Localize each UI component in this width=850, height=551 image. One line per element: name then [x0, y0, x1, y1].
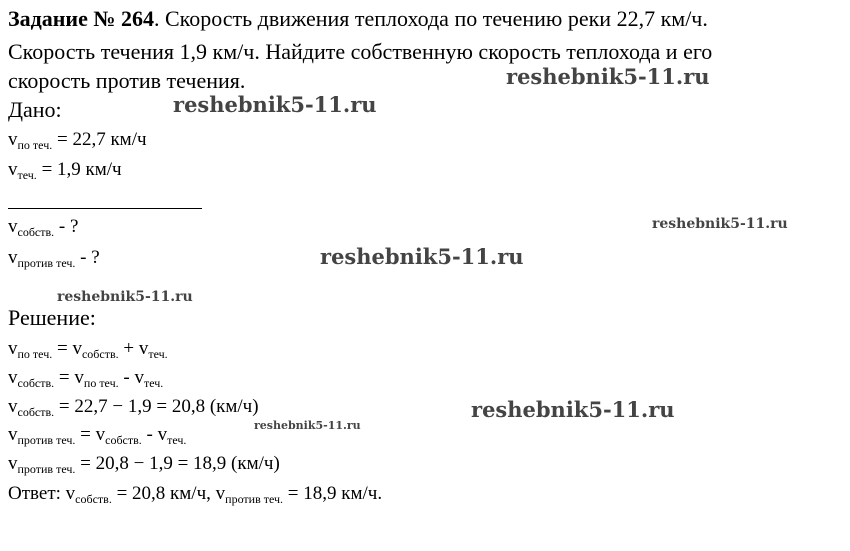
given-row-2: $v_{теч.} = 1,9$ км/ч [8, 159, 122, 182]
watermark: reshebnik5-11.ru [173, 92, 377, 117]
task-line-2: Скорость течения 1,9 км/ч. Найдите собственную скорость теплохода и его [8, 39, 713, 64]
solution-eq-4: $v_{против теч.} = v_{собств.} - v_{теч.}$ [8, 424, 187, 447]
task-label: Задание № 264 [8, 6, 154, 31]
solution-heading: Решение: [8, 305, 96, 330]
watermark: reshebnik5-11.ru [471, 397, 675, 422]
solution-eq-1: $v_{по теч.} = v_{собств.} + v_{теч.}$ [8, 338, 168, 361]
answer-label: Ответ: [8, 483, 66, 504]
task-line-1 [8, 8, 708, 30]
given-heading: Дано: [8, 97, 62, 122]
answer-line: Ответ: $v_{собств.} = 20,8$ км/ч, $v_{против теч.} = 18,9$ км/ч. [8, 483, 383, 506]
given-row-1: $v_{по теч.} = 22,7$ км/ч [8, 129, 147, 152]
solution-eq-5: $v_{против теч.} = 20,8 - 1,9 = 18,9$ (км/ч) [8, 453, 280, 476]
task-line-3: скорость против течения. [8, 68, 246, 93]
watermark: reshebnik5-11.ru [320, 244, 524, 269]
given-divider [8, 208, 202, 209]
watermark: reshebnik5-11.ru [652, 216, 788, 232]
watermark: reshebnik5-11.ru [254, 419, 361, 432]
solution-eq-3: $v_{собств.} = 22,7 - 1,9 = 20,8$ (км/ч) [8, 396, 259, 419]
watermark: reshebnik5-11.ru [57, 289, 193, 305]
task-text-1: . Скорость движения теплохода по течению реки 22,7 км/ч. [153, 6, 708, 31]
find-row-1: $v_{собств.}$ - ? [8, 216, 79, 239]
watermark: reshebnik5-11.ru [506, 64, 710, 89]
solution-eq-2: $v_{собств.} = v_{по теч.} - v_{теч.}$ [8, 367, 164, 390]
find-row-2: $v_{против теч.}$ - ? [8, 247, 100, 270]
